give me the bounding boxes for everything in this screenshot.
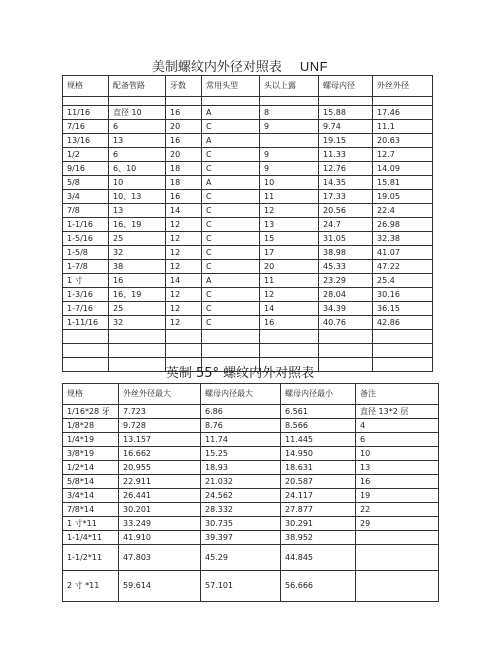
table-cell: 26.441 xyxy=(119,489,201,503)
table1-title xyxy=(0,56,480,75)
table-cell: 31.05 xyxy=(319,232,373,246)
table-cell: 1-1/4*11 xyxy=(63,531,119,545)
table-row xyxy=(63,503,439,517)
table-cell: 20 xyxy=(166,120,202,134)
table-cell: 螺母内径 xyxy=(319,76,373,97)
table-cell: 3/4*14 xyxy=(63,489,119,503)
table-cell: 直径 13*2 层 xyxy=(356,405,439,419)
table-cell: 32 xyxy=(109,316,166,330)
table-cell: 21.032 xyxy=(201,475,281,489)
table-cell: 9 xyxy=(260,162,319,176)
table-header-row xyxy=(63,76,433,97)
table-cell: 27.877 xyxy=(281,503,356,517)
table-cell: C xyxy=(202,232,260,246)
table-cell: 19.15 xyxy=(319,134,373,148)
table-cell: 13 xyxy=(109,204,166,218)
table-cell: 16、19 xyxy=(109,218,166,232)
table-cell: 13/16 xyxy=(63,134,109,148)
table-cell: C xyxy=(202,260,260,274)
table-cell: 45.29 xyxy=(201,545,281,571)
table-cell: 7/8*14 xyxy=(63,503,119,517)
table-row xyxy=(63,232,433,246)
table-cell xyxy=(202,97,260,106)
table-row xyxy=(63,545,439,571)
table-cell: 6.561 xyxy=(281,405,356,419)
table-cell: 1-1/2*11 xyxy=(63,545,119,571)
table-cell: 6 xyxy=(109,120,166,134)
table-cell: 17.33 xyxy=(319,190,373,204)
table-cell: 头以上露 xyxy=(260,76,319,97)
table-cell: 1 寸*11 xyxy=(63,517,119,531)
table-cell: 7/8 xyxy=(63,204,109,218)
table-cell: C xyxy=(202,302,260,316)
table-cell: 12 xyxy=(166,232,202,246)
table-cell: 规格 xyxy=(63,384,119,405)
table-cell: C xyxy=(202,288,260,302)
table-cell: 1/16*28 牙 xyxy=(63,405,119,419)
table-cell: 10 xyxy=(109,176,166,190)
table-cell: 22.911 xyxy=(119,475,201,489)
table-cell: C xyxy=(202,316,260,330)
table-cell xyxy=(260,330,319,344)
table-cell: C xyxy=(202,120,260,134)
table-cell: 16 xyxy=(166,106,202,120)
table-cell: 6、10 xyxy=(109,162,166,176)
table-cell: 32.38 xyxy=(373,232,433,246)
table-cell: 1-5/8 xyxy=(63,246,109,260)
table-cell: 7.723 xyxy=(119,405,201,419)
table-row-empty xyxy=(63,97,433,106)
table-row xyxy=(63,461,439,475)
table1-title-suffix: UNF xyxy=(299,59,329,74)
table-cell: 16 xyxy=(356,475,439,489)
table-row xyxy=(63,489,439,503)
table-cell: 6.86 xyxy=(201,405,281,419)
table-cell: 9/16 xyxy=(63,162,109,176)
table-cell: 14.35 xyxy=(319,176,373,190)
table-cell: 3/4 xyxy=(63,190,109,204)
table-cell: 24.562 xyxy=(201,489,281,503)
table-cell: 14 xyxy=(166,204,202,218)
table-cell: 20.63 xyxy=(373,134,433,148)
table-cell: 18 xyxy=(166,176,202,190)
table-cell: 11/16 xyxy=(63,106,109,120)
table-cell xyxy=(260,134,319,148)
table-cell: 备注 xyxy=(356,384,439,405)
table-cell xyxy=(166,330,202,344)
table-cell: A xyxy=(202,274,260,288)
table-row xyxy=(63,176,433,190)
table-cell: 20.56 xyxy=(319,204,373,218)
table-cell: 41.07 xyxy=(373,246,433,260)
table-cell xyxy=(166,344,202,358)
table-cell: 16 xyxy=(166,134,202,148)
table-cell: 20.955 xyxy=(119,461,201,475)
table-cell: 12.76 xyxy=(319,162,373,176)
table-cell: 38.98 xyxy=(319,246,373,260)
table-cell: 47.22 xyxy=(373,260,433,274)
table2-title: 英制 55° 螺纹内外对照表 xyxy=(165,366,315,381)
table-cell: 1-7/8 xyxy=(63,260,109,274)
table-cell: 28.04 xyxy=(319,288,373,302)
table-cell: 1 寸 xyxy=(63,274,109,288)
table-cell: 59.614 xyxy=(119,571,201,602)
table-row xyxy=(63,419,439,433)
table-cell xyxy=(373,330,433,344)
table-cell: 5/8 xyxy=(63,176,109,190)
table-cell: 11 xyxy=(260,274,319,288)
table-cell: 18.631 xyxy=(281,461,356,475)
table-cell: 1/2*14 xyxy=(63,461,119,475)
table-cell: 1-5/16 xyxy=(63,232,109,246)
table-row xyxy=(63,447,439,461)
table-cell: 7/16 xyxy=(63,120,109,134)
table-cell: 39.397 xyxy=(201,531,281,545)
table-cell: 13 xyxy=(260,218,319,232)
table-cell: 16、19 xyxy=(109,288,166,302)
table-cell xyxy=(356,571,439,602)
table-cell: 配备管路 xyxy=(109,76,166,97)
table-cell: 8.566 xyxy=(281,419,356,433)
table-cell: 常用头型 xyxy=(202,76,260,97)
table-cell xyxy=(373,97,433,106)
table-cell: A xyxy=(202,176,260,190)
table-row-empty xyxy=(63,330,433,344)
table-cell: C xyxy=(202,148,260,162)
table-cell: 1-7/16 xyxy=(63,302,109,316)
table-cell: 47.803 xyxy=(119,545,201,571)
table-cell xyxy=(260,97,319,106)
table-cell: 12.7 xyxy=(373,148,433,162)
table-cell: 30.16 xyxy=(373,288,433,302)
table-cell xyxy=(319,344,373,358)
table-cell: C xyxy=(202,246,260,260)
table-cell: 12 xyxy=(166,246,202,260)
table-cell: 9.74 xyxy=(319,120,373,134)
table-cell: 11.33 xyxy=(319,148,373,162)
table-row xyxy=(63,531,439,545)
table-cell xyxy=(109,97,166,106)
table-cell xyxy=(202,330,260,344)
table-cell: 8 xyxy=(260,106,319,120)
table-cell xyxy=(109,330,166,344)
table-cell: 11 xyxy=(260,190,319,204)
table-cell: 2 寸 *11 xyxy=(63,571,119,602)
table-cell: 规格 xyxy=(63,76,109,97)
table-header-row xyxy=(63,384,439,405)
table-cell: 30.291 xyxy=(281,517,356,531)
table-cell: 12 xyxy=(260,288,319,302)
table-cell: 20 xyxy=(260,260,319,274)
table-row xyxy=(63,218,433,232)
table-cell: 15.25 xyxy=(201,447,281,461)
table-cell: 9 xyxy=(260,120,319,134)
table-cell xyxy=(166,97,202,106)
table-cell: 25 xyxy=(109,232,166,246)
table-cell: 24.117 xyxy=(281,489,356,503)
table-cell: A xyxy=(202,134,260,148)
table-cell: C xyxy=(202,162,260,176)
table-cell: 16 xyxy=(166,190,202,204)
table-cell: 12 xyxy=(166,288,202,302)
table-cell: 24.7 xyxy=(319,218,373,232)
table-row xyxy=(63,120,433,134)
table-cell xyxy=(319,97,373,106)
table-cell: 1/2 xyxy=(63,148,109,162)
table-row xyxy=(63,274,433,288)
table-row xyxy=(63,405,439,419)
table-cell xyxy=(109,344,166,358)
table-cell: 45.33 xyxy=(319,260,373,274)
table-row-empty xyxy=(63,344,433,358)
table-cell: 26.98 xyxy=(373,218,433,232)
table-cell xyxy=(63,97,109,106)
table-row xyxy=(63,246,433,260)
table-cell xyxy=(202,344,260,358)
table-cell: 10、13 xyxy=(109,190,166,204)
table-cell: 20 xyxy=(166,148,202,162)
table-cell: 14 xyxy=(166,274,202,288)
table-cell: 14.09 xyxy=(373,162,433,176)
table-cell: C xyxy=(202,190,260,204)
table-cell: 1/4*19 xyxy=(63,433,119,447)
table-cell: 1-11/16 xyxy=(63,316,109,330)
table-cell: 57.101 xyxy=(201,571,281,602)
table-cell: 螺母内径最小 xyxy=(281,384,356,405)
table-cell: 12 xyxy=(260,204,319,218)
table-cell: 22 xyxy=(356,503,439,517)
table-cell: 56.666 xyxy=(281,571,356,602)
table-cell: 外丝外径最大 xyxy=(119,384,201,405)
table-cell: 直径 10 xyxy=(109,106,166,120)
table-cell: 螺母内径最大 xyxy=(201,384,281,405)
table-cell: 28.332 xyxy=(201,503,281,517)
table-row xyxy=(63,433,439,447)
table-cell: 11.445 xyxy=(281,433,356,447)
table-cell: 牙数 xyxy=(166,76,202,97)
table-cell: 5/8*14 xyxy=(63,475,119,489)
table-cell: 8.76 xyxy=(201,419,281,433)
table-cell xyxy=(356,531,439,545)
table-cell: 16.662 xyxy=(119,447,201,461)
table-row xyxy=(63,190,433,204)
table1-title-text: 美制螺纹内外径对照表 xyxy=(151,60,282,75)
table-cell: 19.05 xyxy=(373,190,433,204)
table-cell: 6 xyxy=(356,433,439,447)
table-cell: 15 xyxy=(260,232,319,246)
unf-thread-table xyxy=(62,75,433,372)
table-cell: 38 xyxy=(109,260,166,274)
table-cell: 15.88 xyxy=(319,106,373,120)
table-cell: 25 xyxy=(109,302,166,316)
table-cell: 10 xyxy=(356,447,439,461)
table-cell xyxy=(356,545,439,571)
table-row xyxy=(63,204,433,218)
table-cell: 4 xyxy=(356,419,439,433)
table-cell: 16 xyxy=(260,316,319,330)
table-cell: 36.15 xyxy=(373,302,433,316)
table-cell: 9 xyxy=(260,148,319,162)
table-cell: 12 xyxy=(166,218,202,232)
table-row xyxy=(63,517,439,531)
table-row xyxy=(63,106,433,120)
table-cell: 18.93 xyxy=(201,461,281,475)
table-cell: C xyxy=(202,218,260,232)
table-row xyxy=(63,162,433,176)
bsp-thread-table-body xyxy=(63,384,439,602)
table-cell: 41.910 xyxy=(119,531,201,545)
table-cell: 33.249 xyxy=(119,517,201,531)
table-cell: 30.735 xyxy=(201,517,281,531)
table-cell: 25.4 xyxy=(373,274,433,288)
table-cell: 15.81 xyxy=(373,176,433,190)
table-cell xyxy=(260,344,319,358)
table-cell: 1-3/16 xyxy=(63,288,109,302)
bsp-thread-table xyxy=(62,383,439,602)
table-cell: 11.74 xyxy=(201,433,281,447)
table-cell: 17.46 xyxy=(373,106,433,120)
table-cell: 22.4 xyxy=(373,204,433,218)
table-cell xyxy=(63,344,109,358)
table-row xyxy=(63,288,433,302)
table-cell: 11.1 xyxy=(373,120,433,134)
table-cell: 13.157 xyxy=(119,433,201,447)
table-cell: 14 xyxy=(260,302,319,316)
table-row xyxy=(63,148,433,162)
table-row xyxy=(63,302,433,316)
table-cell: 1-1/16 xyxy=(63,218,109,232)
table-row xyxy=(63,571,439,602)
table-cell: 44.845 xyxy=(281,545,356,571)
table-row xyxy=(63,134,433,148)
table-row xyxy=(63,316,433,330)
table-cell: A xyxy=(202,106,260,120)
table-cell: 23.29 xyxy=(319,274,373,288)
table-cell: 6 xyxy=(109,148,166,162)
table-cell: 42.86 xyxy=(373,316,433,330)
table-cell: 40.76 xyxy=(319,316,373,330)
unf-thread-table-body xyxy=(63,76,433,372)
table-cell: 9.728 xyxy=(119,419,201,433)
table-cell: 12 xyxy=(166,260,202,274)
table-cell: 29 xyxy=(356,517,439,531)
table-cell: 外丝外径 xyxy=(373,76,433,97)
table-cell: 13 xyxy=(109,134,166,148)
table-cell: 19 xyxy=(356,489,439,503)
table-cell: 12 xyxy=(166,302,202,316)
table-cell: C xyxy=(202,204,260,218)
table-cell: 20.587 xyxy=(281,475,356,489)
table-cell: 38.952 xyxy=(281,531,356,545)
table-cell: 32 xyxy=(109,246,166,260)
table-cell: 34.39 xyxy=(319,302,373,316)
table-cell: 3/8*19 xyxy=(63,447,119,461)
table-cell: 17 xyxy=(260,246,319,260)
table-cell: 1/8*28 xyxy=(63,419,119,433)
table-row xyxy=(63,475,439,489)
table-cell: 10 xyxy=(260,176,319,190)
table-cell: 30.201 xyxy=(119,503,201,517)
table-cell: 16 xyxy=(109,274,166,288)
table-cell xyxy=(319,330,373,344)
table-cell: 14.950 xyxy=(281,447,356,461)
table-cell: 18 xyxy=(166,162,202,176)
table-cell xyxy=(63,330,109,344)
table-cell: 13 xyxy=(356,461,439,475)
table-cell: 12 xyxy=(166,316,202,330)
table-cell xyxy=(373,344,433,358)
table-row xyxy=(63,260,433,274)
